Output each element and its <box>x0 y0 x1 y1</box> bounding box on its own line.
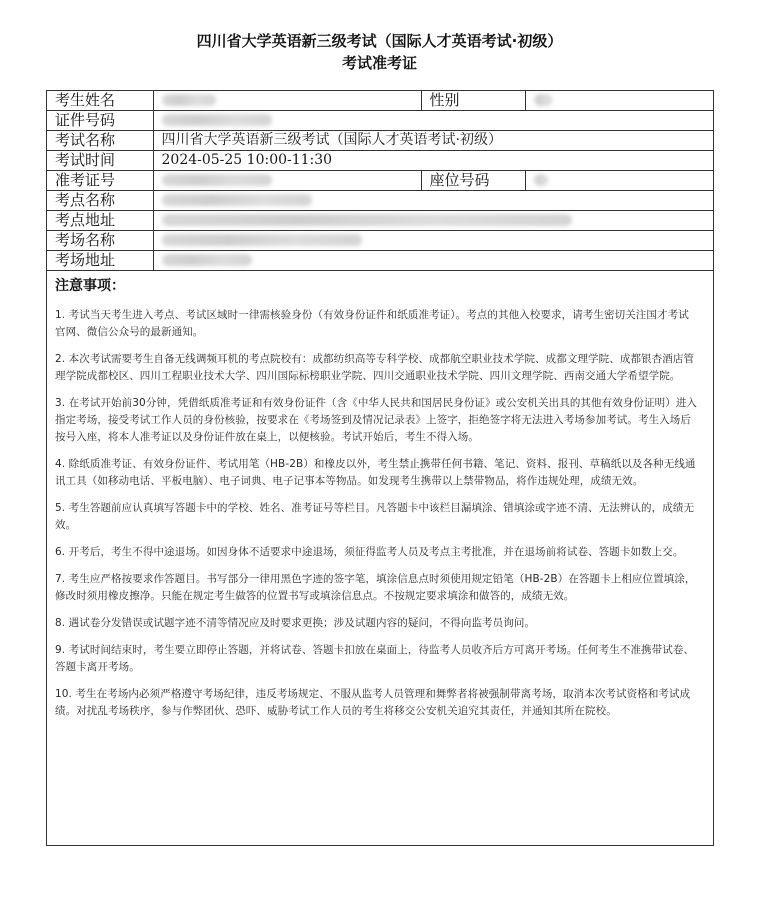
candidate-info-table <box>47 91 713 271</box>
info-row-site-address <box>47 211 713 231</box>
room-address-label: 考场地址 <box>47 251 153 271</box>
notes-title: 注意事项： <box>55 278 125 294</box>
site-name-value <box>153 191 713 211</box>
info-row-id <box>47 111 713 131</box>
redacted-ticket-number <box>162 174 272 186</box>
redacted-room-name <box>162 234 362 246</box>
note-item-8: 8. 遇试卷分发错误或试题字迹不清等情况应及时要求更换；涉及试题内容的疑问，不得向监考员询问。 <box>55 617 536 629</box>
note-item-5: 5. 考生答题前应认真填写答题卡中的学校、姓名、准考证号等栏目。凡答题卡中该栏目漏填涂、错填涂或字迹不清、无法辨认的，成绩无效。 <box>55 502 695 531</box>
name-value <box>153 91 421 111</box>
redacted-room-address <box>162 254 252 266</box>
note-item-1: 1. 考试当天考生进入考点、考试区域时一律需核验身份（有效身份证件和纸质准考证）。考点的其他入校要求，请考生密切关注国才考试官网、微信公众号的最新通知。 <box>55 309 689 338</box>
note-item-10: 10. 考生在考场内必须严格遵守考场纪律，违反考场规定、不服从监考人员管理和舞弊者将被强制带离考场，取消本次考试资格和考试成绩。对扰乱考场秩序，参与作弊团伙、恐吓、威胁考试工作人员的考生将移交公安机关追究其责任，并通知其所在院校。 <box>55 688 691 717</box>
seat-number-value <box>525 171 713 191</box>
gender-label: 性别 <box>421 91 525 111</box>
redacted-site-address <box>162 214 572 226</box>
site-address-value <box>153 211 713 231</box>
info-row-exam-name <box>47 131 713 151</box>
note-item-3: 3. 在考试开始前30分钟，凭借纸质准考证和有效身份证件（含《中华人民共和国居民身份证》或公安机关出具的其他有效身份证明）进入指定考场，接受考试工作人员的身份核验，按要求在《考场签到及情况记录表》上签字，拒绝签字将无法进入考场参加考试。考生入场后按号入座，将本人准考证以及身份证件放在桌上，以便核验。考试开始后，考生不得入场。 <box>55 397 698 443</box>
redacted-name <box>162 94 216 106</box>
exam-name-label: 考试名称 <box>47 131 153 151</box>
info-row-name <box>47 91 713 111</box>
id-label: 证件号码 <box>47 111 153 131</box>
document-subtitle: 考试准考证 <box>341 54 417 72</box>
info-row-room-address <box>47 251 713 271</box>
id-value <box>153 111 713 131</box>
notes-section <box>47 271 713 720</box>
room-address-value <box>153 251 713 271</box>
exam-time-value: 2024-05-25 10:00-11:30 <box>153 151 713 171</box>
redacted-seat-number <box>534 174 548 186</box>
redacted-id <box>162 114 272 126</box>
note-item-4: 4. 除纸质准考证、有效身份证件、考试用笔（HB-2B）和橡皮以外，考生禁止携带任何书籍、笔记、资料、报刊、草稿纸以及各种无线通讯工具（如移动电话、平板电脑）、电子词典、电子记事本等物品。如发现考生携带以上禁带物品，将作违规处理，成绩无效。 <box>55 458 696 487</box>
info-row-site-name <box>47 191 713 211</box>
gender-value <box>525 91 713 111</box>
info-row-exam-time <box>47 151 713 171</box>
info-row-ticket <box>47 171 713 191</box>
room-name-value <box>153 231 713 251</box>
site-address-label: 考点地址 <box>47 211 153 231</box>
note-item-6: 6. 开考后，考生不得中途退场。如因身体不适要求中途退场，须征得监考人员及考点主考批准，并在退场前将试卷、答题卡如数上交。 <box>55 546 684 558</box>
site-name-label: 考点名称 <box>47 191 153 211</box>
exam-time-label: 考试时间 <box>47 151 153 171</box>
info-row-room-name <box>47 231 713 251</box>
admission-ticket <box>46 90 714 846</box>
room-name-label: 考场名称 <box>47 231 153 251</box>
seat-number-label: 座位号码 <box>421 171 525 191</box>
exam-name-value: 四川省大学英语新三级考试（国际人才英语考试·初级） <box>153 131 713 151</box>
note-item-2: 2. 本次考试需要考生自备无线调频耳机的考点院校有：成都纺织高等专科学校、成都航空职业技术学院、成都文理学院、成都银杏酒店管理学院成都校区、四川工程职业技术大学、四川国际标榜职业学院、四川交通职业技术学院、四川文理学院、西南交通大学希望学院。 <box>55 353 695 382</box>
redacted-gender <box>534 94 552 106</box>
document-title: 四川省大学英语新三级考试（国际人才英语考试·初级） <box>196 32 563 50</box>
name-label: 考生姓名 <box>47 91 153 111</box>
note-item-7: 7. 考生应严格按要求作答题目。书写部分一律用黑色字迹的签字笔，填涂信息点时须使用规定铅笔（HB-2B）在答题卡上相应位置填涂，修改时须用橡皮擦净。只能在规定考生做答的位置书写或填涂信息点。不按规定要求填涂和做答的，成绩无效。 <box>55 573 696 602</box>
ticket-number-value <box>153 171 421 191</box>
redacted-site-name <box>162 194 312 206</box>
ticket-number-label: 准考证号 <box>47 171 153 191</box>
note-item-9: 9. 考试时间结束时，考生要立即停止答题，并将试卷、答题卡扣放在桌面上，待监考人员收齐后方可离开考场。任何考生不准携带试卷、答题卡离开考场。 <box>55 644 695 673</box>
